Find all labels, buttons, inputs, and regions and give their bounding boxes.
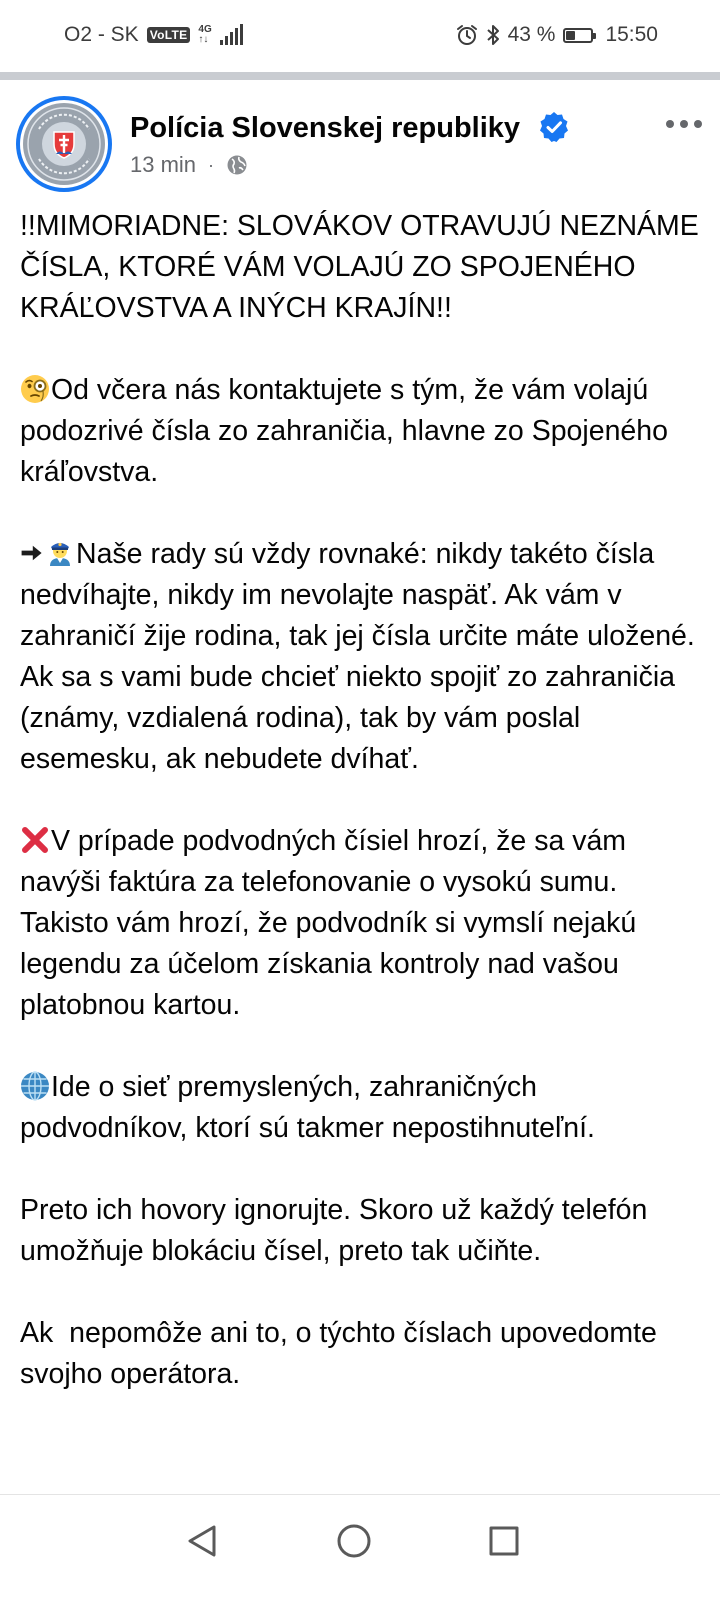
alarm-icon <box>456 24 478 46</box>
paragraph-text: Preto ich hovory ignorujte. Skoro už každý telefón umožňuje blokáciu čísel, preto tak učiňte. <box>20 1194 648 1267</box>
paragraph-text: Od včera nás kontaktujete s tým, že vám volajú podozrivé čísla zo zahraničia, hlavne zo Spojeného kráľovstva. <box>20 374 668 488</box>
status-right <box>456 23 658 47</box>
status-left <box>64 23 243 47</box>
battery-percent: 43 % <box>507 23 556 46</box>
paragraph-text: !!MIMORIADNE: SLOVÁKOV OTRAVUJÚ NEZNÁME ČÍSLA, KTORÉ VÁM VOLAJÚ ZO SPOJENÉHO KRÁĽOVSTVA A INÝCH KRAJÍN!! <box>20 210 699 324</box>
back-button[interactable] <box>180 1519 224 1563</box>
signal-icon <box>220 25 243 45</box>
more-options-icon[interactable] <box>664 116 704 132</box>
paragraph-text: Ak nepomôže ani to, o týchto číslach upovedomte svojho operátora. <box>20 1317 665 1390</box>
network-activity-label: ↑↓ <box>198 34 209 45</box>
post-timestamp[interactable]: 13 min <box>130 152 197 177</box>
face-with-monocle-icon <box>20 374 50 404</box>
post-paragraph <box>20 370 700 493</box>
recents-square-icon <box>487 1524 521 1558</box>
home-circle-icon <box>335 1522 373 1560</box>
cross-mark-icon <box>20 825 50 855</box>
author-name[interactable]: Polícia Slovenskej republiky <box>130 112 521 144</box>
recents-button[interactable] <box>482 1519 526 1563</box>
home-button[interactable] <box>332 1519 376 1563</box>
post-text <box>20 206 700 1436</box>
meta-separator: · <box>208 154 215 175</box>
avatar[interactable] <box>16 96 112 192</box>
navigation-bar <box>0 1494 720 1600</box>
paragraph-text: Naše rady sú vždy rovnaké: nikdy takéto čísla nedvíhajte, nikdy im nevolajte naspäť. Ak vám v zahraničí žije rodina, tak jej čísla určite máte uložené. Ak sa s vami bude chcieť niekto spojiť zo zahraničia (známy, vzdialená rodina), tak by vám poslal esemesku, ak nebudete dvíhať. <box>20 538 695 775</box>
top-divider <box>0 72 720 80</box>
volte-badge: VoLTE <box>147 27 191 43</box>
post-paragraph <box>20 1190 700 1272</box>
clock: 15:50 <box>605 23 658 46</box>
back-triangle-icon <box>185 1523 219 1559</box>
post-paragraph <box>20 1067 700 1149</box>
verified-badge-icon <box>538 111 570 143</box>
bluetooth-icon <box>486 24 500 46</box>
post-paragraph <box>20 534 700 780</box>
globe-icon <box>226 154 248 176</box>
paragraph-text: V prípade podvodných čísiel hrozí, že sa vám navýši faktúra za telefonovanie o vysokú sumu. Takisto vám hrozí, že podvodník si vymslí nejakú legendu za účelom získania kontroly nad vašou platobnou kartou. <box>20 825 637 1021</box>
paragraph-text: Ide o sieť premyslených, zahraničných podvodníkov, ktorí sú takmer nepostihnuteľní. <box>20 1071 595 1144</box>
network-type-label: 4G <box>198 24 212 35</box>
post-paragraph <box>20 821 700 1026</box>
post-header <box>0 92 720 202</box>
battery-level <box>566 31 575 40</box>
carrier-label: O2 - SK <box>64 23 139 46</box>
police-emblem-icon <box>19 99 109 189</box>
battery-icon <box>563 28 593 43</box>
police-officer-icon <box>45 538 75 568</box>
post-meta <box>130 152 248 178</box>
network-type-indicator <box>198 25 211 45</box>
globe-with-meridians-icon <box>20 1071 50 1101</box>
post-paragraph <box>20 1313 700 1395</box>
post-paragraph <box>20 206 700 329</box>
right-arrow-icon <box>20 538 44 568</box>
status-bar <box>0 0 720 70</box>
